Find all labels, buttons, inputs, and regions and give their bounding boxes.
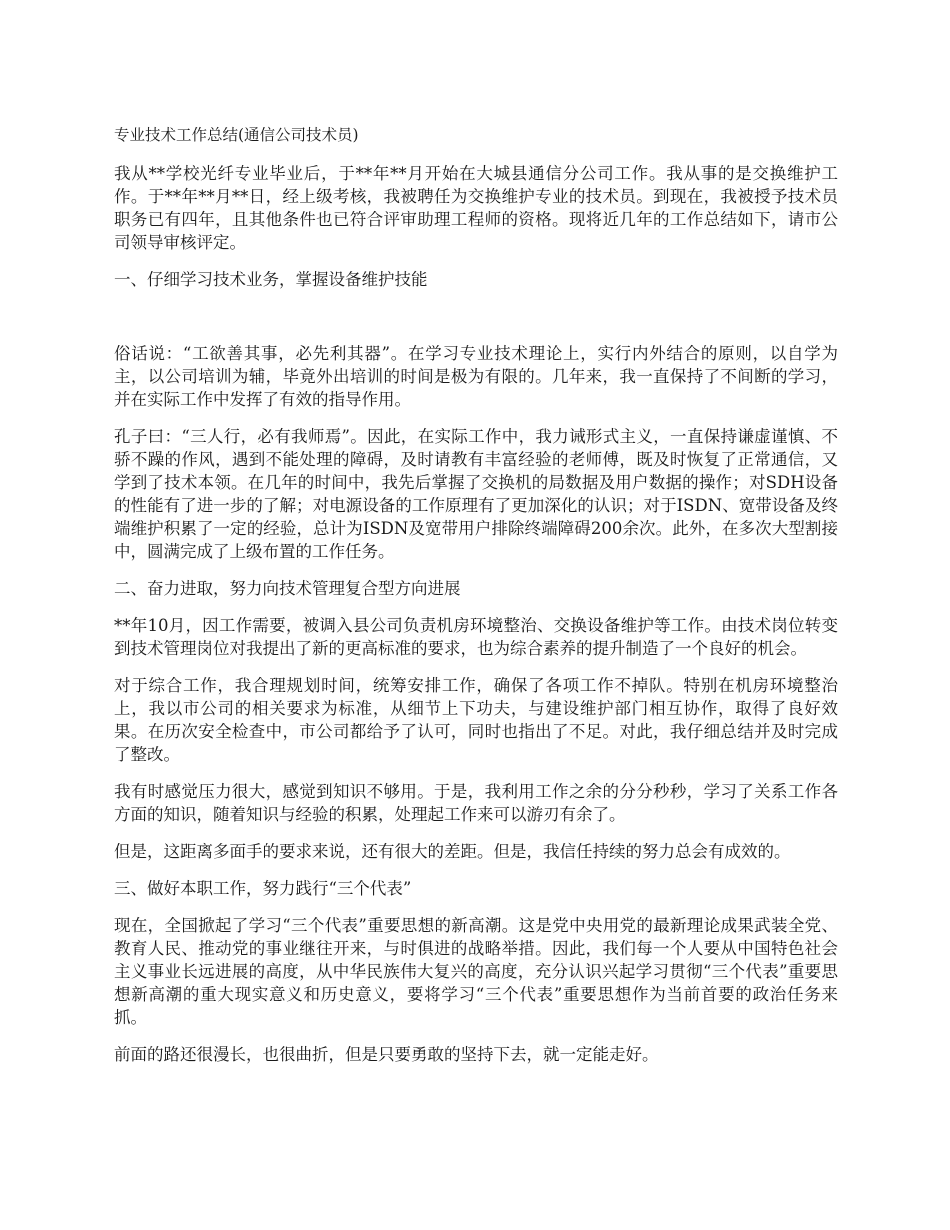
section-1-heading: 一、仔细学习技术业务，掌握设备维护技能 (114, 270, 428, 289)
section-3-heading: 三、做好本职工作，努力践行“三个代表” (114, 879, 412, 898)
blank-line (114, 305, 838, 342)
section-2-paragraph-4: 但是，这距离多面手的要求来说，还有很大的差距。但是，我信任持续的努力总会有成效的。 (114, 842, 791, 861)
section-3-paragraph-2: 前面的路还很漫长，也很曲折，但是只要勇敢的坚持下去，就一定能走好。 (114, 1045, 659, 1064)
document-title: 专业技术工作总结(通信公司技术员) (114, 126, 359, 144)
intro-paragraph: 我从**学校光纤专业毕业后，于**年**月开始在大城县通信分公司工作。我从事的是交换维护工作。于**年**月**日，经上级考核，我被聘任为交换维护专业的技术员。到现在，我被授予技术员职务已有四年，且其他条件也已符合评审助理工程师的资格。现将近几年的工作总结如下，请市公司领导审核评定。 (114, 164, 838, 252)
section-2-paragraph-3: 我有时感觉压力很大，感觉到知识不够用。于是，我利用工作之余的分分秒秒，学习了关系工作各方面的知识，随着知识与经验的积累，处理起工作来可以游刃有余了。 (114, 782, 838, 824)
section-1-paragraph-2: 孔子曰：“三人行，必有我师焉”。因此，在实际工作中，我力诫形式主义，一直保持谦虚谨慎、不骄不躁的作风，遇到不能处理的障碍，及时请教有丰富经验的老师傅，既及时恢复了正常通信，又学到了技术本领。在几年的时间中，我先后掌握了交换机的局数据及用户数据的操作；对SDH设备的性能有了进一步的了解；对电源设备的工作原理有了更加深化的认识；对于ISDN、宽带设备及终端维护积累了一定的经验，总计为ISDN及宽带用户排除终端障碍200余次。此外，在多次大型割接中，圆满完成了上级布置的工作任务。 (114, 427, 838, 561)
section-2-paragraph-1: **年10月，因工作需要，被调入县公司负责机房环境整治、交换设备维护等工作。由技术岗位转变到技术管理岗位对我提出了新的更高标准的要求，也为综合素养的提升制造了一个良好的机会。 (114, 616, 838, 658)
section-1-paragraph-1: 俗话说：“工欲善其事，必先利其器”。在学习专业技术理论上，实行内外结合的原则，以自学为主，以公司培训为辅，毕竟外出培训的时间是极为有限的。几年来，我一直保持了不间断的学习，并在实际工作中发挥了有效的指导作用。 (114, 344, 838, 409)
section-2-paragraph-2: 对于综合工作，我合理规划时间，统筹安排工作，确保了各项工作不掉队。特别在机房环境整治上，我以市公司的相关要求为标准，从细节上下功夫，与建设维护部门相互协作，取得了良好效果。在历次安全检查中，市公司都给予了认可，同时也指出了不足。对此，我仔细总结并及时完成了整改。 (114, 676, 838, 764)
section-2-heading: 二、奋力进取，努力向技术管理复合型方向进展 (114, 579, 461, 598)
section-3-paragraph-1: 现在，全国掀起了学习“三个代表”重要思想的新高潮。这是党中央用党的最新理论成果武装全党、教育人民、推动党的事业继往开来，与时俱进的战略举措。因此，我们每一个人要从中国特色社会主义事业长远进展的高度，从中华民族伟大复兴的高度，充分认识兴起学习贯彻“三个代表”重要思想新高潮的重大现实意义和历史意义，要将学习“三个代表”重要思想作为当前首要的政治任务来抓。 (114, 916, 838, 1027)
document-page (114, 124, 838, 1080)
